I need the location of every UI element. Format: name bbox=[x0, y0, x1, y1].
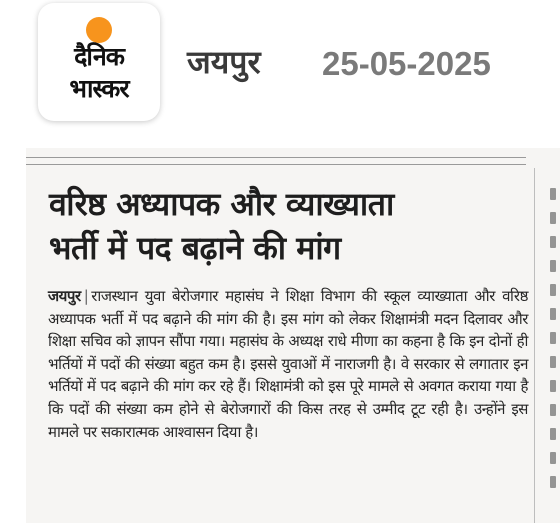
headline-line-2: भर्ती में पद बढ़ाने की मांग bbox=[49, 229, 341, 267]
article-dateline: जयपुर bbox=[48, 287, 81, 305]
headline-line-1: वरिष्ठ अध्यापक और व्याख्याता bbox=[49, 185, 394, 223]
logo-text-line1: दैनिक bbox=[74, 42, 124, 71]
article-headline bbox=[49, 182, 529, 270]
edition-city: जयपुर bbox=[187, 43, 261, 81]
newspaper-clipping bbox=[26, 148, 560, 523]
header bbox=[0, 0, 560, 140]
top-rule bbox=[26, 157, 526, 165]
article-text: राजस्थान युवा बेरोजगार महासंघ ने शिक्षा विभाग की स्कूल व्याख्याता और वरिष्ठ अध्यापक भर्ती में पद बढ़ाने की मांग की है। इस मांग को लेकर शिक्षामंत्री मदन दिलावर और शिक्षा सचिव को ज्ञापन सौंपा गया। महासंघ के अध्यक्ष राधे मीणा का कहना है कि इन दोनों ही भर्तियों में पदों की संख्या बहुत कम है। इससे युवाओं में नाराजगी है। वे सरकार से लगातार इन भर्तियों में पद बढ़ाने की मांग कर रहे हैं। शिक्षामंत्री को इस पूरे मामले से अवगत कराया गया है कि पदों की संख्या कम होने से बेरोजगारों की किस तरह से उम्मीद टूट रही है। उन्होंने इस मामले पर सकारात्मक आश्वासन दिया है। bbox=[48, 287, 528, 441]
article-body bbox=[48, 285, 528, 443]
column-rule bbox=[534, 168, 535, 523]
edition-date: 25-05-2025 bbox=[322, 45, 491, 82]
logo-text-line2: भास्कर bbox=[69, 74, 129, 103]
adjacent-column-fragment bbox=[536, 188, 560, 523]
dainik-bhaskar-logo bbox=[38, 3, 160, 121]
sun-logo-icon bbox=[86, 17, 112, 43]
dateline-separator: | bbox=[83, 287, 89, 305]
